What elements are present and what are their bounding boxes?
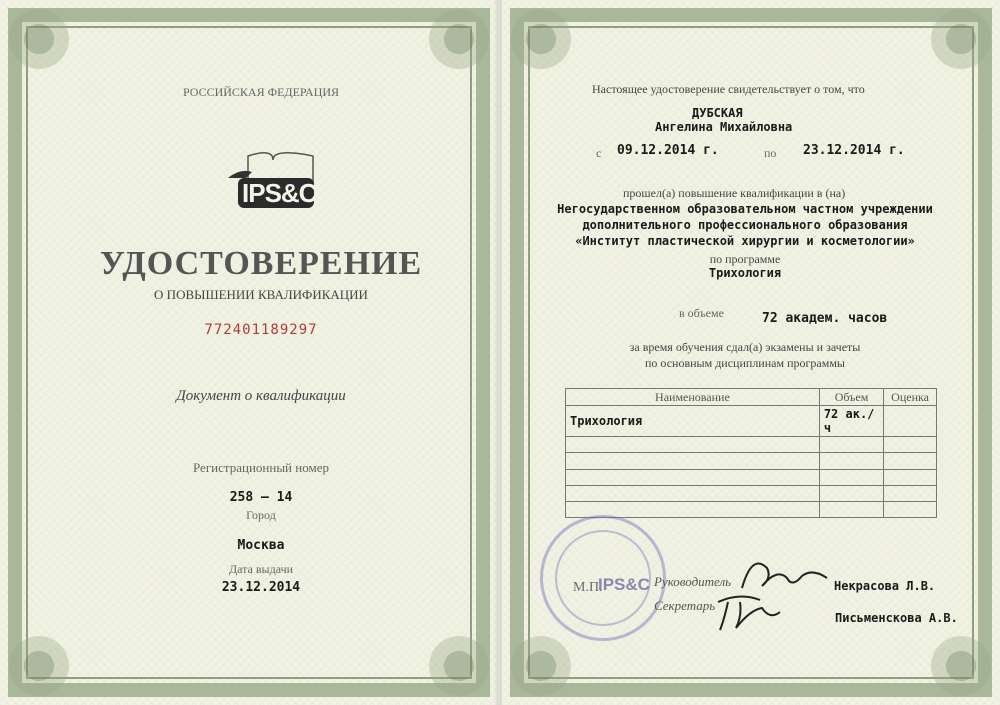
director-name: Некрасова Л.В.: [834, 579, 936, 593]
issue-date-label: Дата выдачи: [228, 562, 294, 576]
cell-volume: [819, 437, 883, 453]
cell-grade: [884, 501, 937, 517]
cell-volume: [819, 485, 883, 501]
cell-grade: [884, 485, 937, 501]
corner-ornament: [506, 4, 576, 74]
corner-ornament: [4, 631, 74, 701]
table-row: [566, 437, 937, 453]
institution-line-3: «Институт пластической хирургии и косметологии»: [575, 234, 915, 248]
table-row: [566, 453, 937, 469]
reg-number-label: Регистрационный номер: [193, 460, 329, 475]
cell-volume: [819, 453, 883, 469]
program-name: Трихология: [708, 266, 782, 280]
institution-line-2: дополнительного профессионального образования: [582, 218, 908, 232]
exams-line-2: по основным дисциплинам программы: [644, 356, 845, 370]
intro-text: Настоящее удостоверение свидетельствует о том, что: [592, 82, 865, 96]
from-label: с: [596, 146, 602, 160]
disciplines-table: [565, 388, 937, 518]
cell-discipline: [566, 469, 820, 485]
reg-number: 258 – 14: [229, 490, 293, 505]
program-label: по программе: [709, 252, 781, 266]
corner-ornament: [424, 631, 494, 701]
institute-logo: [218, 148, 328, 218]
holder-surname: ДУБСКАЯ: [692, 106, 743, 120]
to-date: 23.12.2014 г.: [803, 143, 905, 158]
table-header-row: [566, 389, 937, 406]
table-row: [566, 406, 937, 437]
to-label: по: [764, 146, 777, 160]
cell-grade: [884, 453, 937, 469]
logo-text: IPS&C: [242, 178, 317, 208]
passed-label: прошел(а) повышение квалификации в (на): [623, 186, 846, 200]
corner-ornament: [4, 4, 74, 74]
institution-line-1: Негосударственном образовательном частном учреждении: [557, 202, 933, 216]
cell-volume: 72 ак./ч: [819, 406, 883, 437]
cell-volume: [819, 501, 883, 517]
secretary-signature-icon: [710, 590, 790, 635]
cell-grade: [884, 406, 937, 437]
holder-name: Ангелина Михайловна: [655, 120, 793, 134]
left-page: [0, 0, 498, 705]
document-subtitle: О ПОВЫШЕНИИ КВАЛИФИКАЦИИ: [154, 287, 368, 302]
stamp-label: М.П.: [573, 580, 603, 595]
volume-label: в объеме: [679, 306, 724, 320]
cell-discipline: [566, 453, 820, 469]
corner-ornament: [926, 631, 996, 701]
city: Москва: [237, 538, 285, 553]
col-header-name: Наименование: [566, 389, 820, 406]
corner-ornament: [424, 4, 494, 74]
secretary-name: Письменскова А.В.: [835, 611, 958, 625]
issue-date: 23.12.2014: [221, 580, 301, 595]
stamp-logo: IPS&C: [598, 575, 650, 594]
document-title: УДОСТОВЕРЕНИЕ: [99, 245, 423, 282]
cell-discipline: Трихология: [566, 406, 820, 437]
secretary-label: Секретарь: [654, 598, 716, 613]
col-header-grade: Оценка: [884, 389, 937, 406]
cell-volume: [819, 469, 883, 485]
col-header-volume: Объем: [819, 389, 883, 406]
table-row: [566, 501, 937, 517]
from-date: 09.12.2014 г.: [617, 143, 719, 158]
cell-discipline: [566, 437, 820, 453]
cell-grade: [884, 437, 937, 453]
serial-number: 772401189297: [204, 322, 318, 338]
corner-ornament: [926, 4, 996, 74]
director-label: Руководитель: [654, 574, 732, 589]
table-row: [566, 485, 937, 501]
table-row: [566, 469, 937, 485]
cell-grade: [884, 469, 937, 485]
exams-line-1: за время обучения сдал(а) экзамены и зачеты: [629, 340, 861, 354]
country-label: РОССИЙСКАЯ ФЕДЕРАЦИЯ: [182, 85, 340, 99]
cell-discipline: [566, 485, 820, 501]
corner-ornament: [506, 631, 576, 701]
city-label: Город: [246, 508, 276, 522]
volume-value: 72 академ. часов: [762, 311, 888, 326]
doc-type: Документ о квалификации: [176, 388, 346, 404]
